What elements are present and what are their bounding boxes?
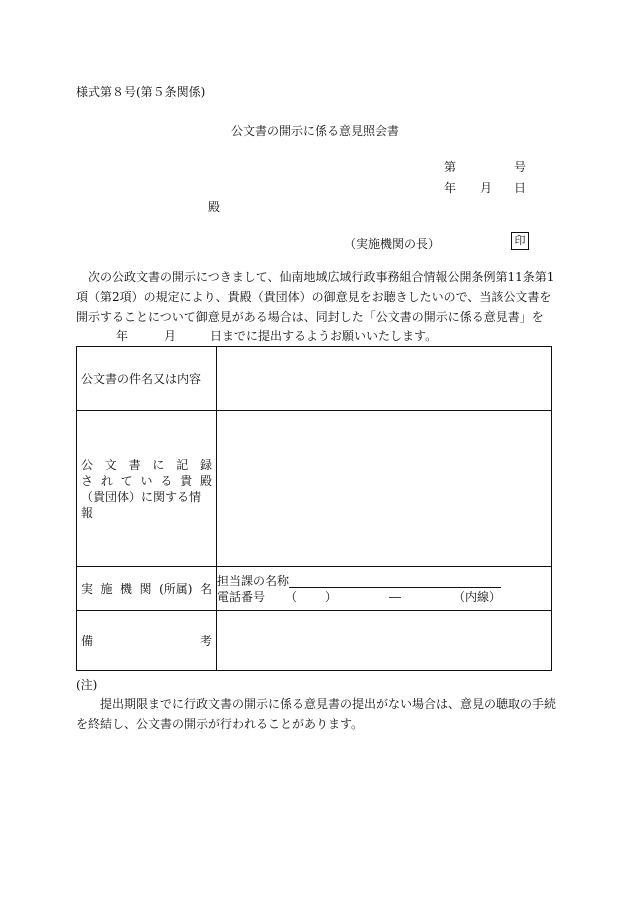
- doc-number-suffix: 号: [514, 160, 527, 174]
- info-field[interactable]: [217, 411, 552, 567]
- phone-line: [217, 589, 551, 605]
- document-title: 公文書の開示に係る意見照会書: [230, 124, 399, 138]
- table-row: [77, 611, 552, 671]
- date-year: 年: [444, 181, 457, 195]
- phone-open: （: [285, 589, 298, 604]
- remarks-field[interactable]: [217, 611, 552, 671]
- dept-label: 担当課の名称: [217, 573, 290, 588]
- label-char: 機: [120, 581, 133, 596]
- info-label-line3: （貴団体）に関する情報: [81, 489, 202, 520]
- dept-field[interactable]: [289, 573, 501, 588]
- label-char: る: [160, 473, 173, 488]
- info-label-line2: [81, 473, 212, 489]
- phone-label: 電話番号: [217, 589, 266, 604]
- phone-close: ）: [325, 589, 338, 604]
- subject-label: 公文書の件名又は内容: [77, 347, 217, 411]
- table-row: [77, 411, 552, 567]
- label-char: 名: [199, 581, 212, 596]
- label-char: 公: [81, 457, 94, 472]
- remarks-label-right: 考: [199, 633, 212, 648]
- label-char: 貴: [180, 473, 193, 488]
- info-label-line1: [81, 457, 212, 473]
- remarks-label: [77, 611, 217, 671]
- table-row: [77, 567, 552, 611]
- table-row: [77, 347, 552, 411]
- phone-dash: ―: [389, 589, 402, 604]
- deadline-month: 月: [164, 329, 177, 343]
- label-char: い: [140, 473, 153, 488]
- info-label: [77, 411, 217, 567]
- label-char: 関: [139, 581, 152, 596]
- label-char: 録: [199, 457, 212, 472]
- date-day: 日: [514, 181, 527, 195]
- label-char: れ: [100, 473, 113, 488]
- deadline-line: [76, 327, 437, 344]
- label-char: 施: [100, 581, 113, 596]
- deadline-rest: 日までに提出するようお願いいたします。: [210, 329, 438, 343]
- label-char: 文: [104, 457, 117, 472]
- label-char: 実: [81, 581, 94, 596]
- label-char: 殿: [199, 473, 212, 488]
- date-month: 月: [480, 181, 493, 195]
- note-label: (注): [76, 678, 98, 692]
- seal-box: 印: [511, 232, 529, 250]
- label-char: 記: [176, 457, 189, 472]
- label-char: て: [120, 473, 133, 488]
- request-paragraph: 次の公政文書の開示につきまして、仙南地域広域行政事務組合情報公開条例第11条第1項（第2項）の規定により、貴殿（貴団体）の御意見をお聴きしたいので、当該公文書を開示することについて御意見がある場合は、同封した「公文書の開示に係る意見書」を: [76, 270, 555, 324]
- deadline-year: 年: [116, 329, 129, 343]
- note-text: 提出期限までに行政文書の開示に係る意見書の提出がない場合は、意見の聴取の手続を終結し、公文書の開示が行われることがあります。: [76, 697, 557, 731]
- dept-line: [217, 573, 551, 589]
- label-char: 書: [128, 457, 141, 472]
- remarks-label-left: 備: [81, 633, 94, 648]
- inquiry-table: [76, 346, 552, 671]
- label-char: (所属): [159, 581, 193, 596]
- label-char: に: [152, 457, 165, 472]
- sender-label: （実施機関の長）: [344, 237, 441, 251]
- request-body: [76, 267, 556, 327]
- doc-number-prefix: 第: [444, 160, 457, 174]
- phone-extension: （内線）: [453, 589, 502, 604]
- addressee-honorific: 殿: [208, 200, 221, 214]
- label-char: さ: [81, 473, 94, 488]
- agency-contact: [217, 567, 552, 611]
- form-number: 様式第８号(第５条関係): [76, 85, 206, 99]
- agency-label: [77, 567, 217, 611]
- subject-field[interactable]: [217, 347, 552, 411]
